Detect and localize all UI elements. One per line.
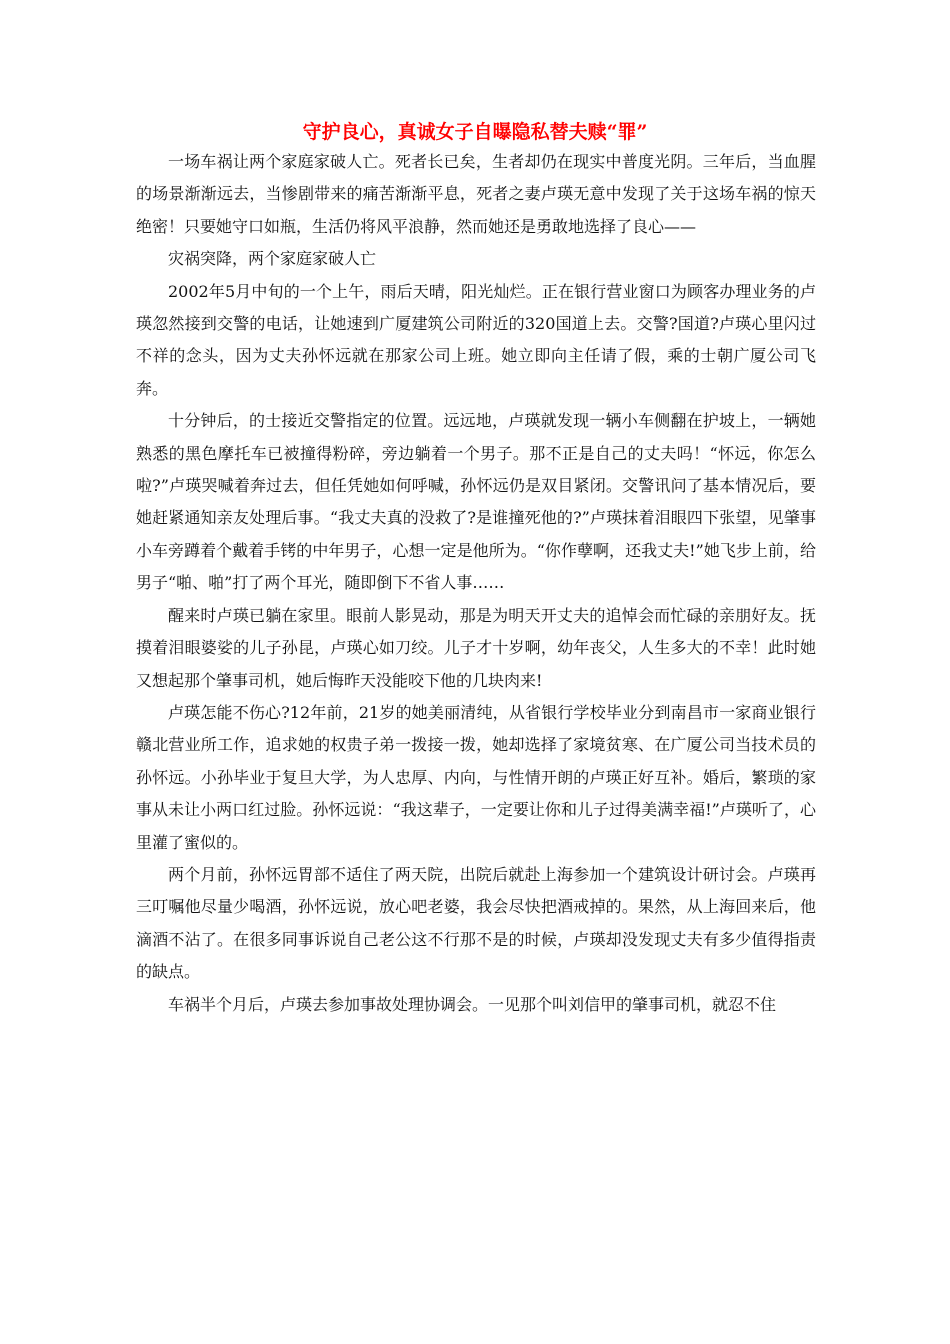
paragraph: 车祸半个月后，卢瑛去参加事故处理协调会。一见那个叫刘信甲的肇事司机，就忍不住 [168,994,777,1014]
paragraph: 醒来时卢瑛已躺在家里。眼前人影晃动，那是为明天开丈夫的追悼会而忙碌的亲朋好友。抚摸着泪眼婆娑的儿子孙昆，卢瑛心如刀绞。儿子才十岁啊，幼年丧父，人生多大的不幸！此时她又想起那个肇事司机，她后悔昨天没能咬下他的几块肉来! [136,605,816,690]
paragraph: 两个月前，孙怀远胃部不适住了两天院，出院后就赴上海参加一个建筑设计研讨会。卢瑛再三叮嘱他尽量少喝酒，孙怀远说，放心吧老婆，我会尽快把酒戒掉的。果然，从上海回来后，他滴酒不沾了。在很多同事诉说自己老公这不行那不是的时候，卢瑛却没发现丈夫有多少值得指责的缺点。 [136,864,816,982]
article-title: 守护良心，真诚女子自曝隐私替夫赎“罪” [302,121,648,143]
section-heading: 灾祸突降，两个家庭家破人亡 [168,249,377,269]
paragraph: 一场车祸让两个家庭家破人亡。死者长已矣，生者却仍在现实中普度光阴。三年后，当血腥的场景渐渐远去，当惨剧带来的痛苦渐渐平息，死者之妻卢瑛无意中发现了关于这场车祸的惊天绝密！只要她守口如瓶，生活仍将风平浪静，然而她还是勇敢地选择了良心—— [136,152,816,236]
article-body [136,146,816,1021]
paragraph: 十分钟后，的士接近交警指定的位置。远远地，卢瑛就发现一辆小车侧翻在护坡上，一辆她熟悉的黑色摩托车已被撞得粉碎，旁边躺着一个男子。那不正是自己的丈夫吗！“怀远，你怎么啦?”卢瑛哭喊着奔过去，但任凭她如何呼喊，孙怀远仍是双目紧闭。交警讯问了基本情况后，要她赶紧通知亲友处理后事。“我丈夫真的没救了?是谁撞死他的?”卢瑛抹着泪眼四下张望，见肇事小车旁蹲着个戴着手铐的中年男子，心想一定是他所为。“你作孽啊，还我丈夫!”她飞步上前，给男子“啪、啪”打了两个耳光，随即倒下不省人事…… [136,411,816,593]
paragraph: 卢瑛怎能不伤心?12年前，21岁的她美丽清纯，从省银行学校毕业分到南昌市一家商业银行赣北营业所工作，追求她的权贵子弟一拨接一拨，她却选择了家境贫寒、在广厦公司当技术员的孙怀远。小孙毕业于复旦大学，为人忠厚、内向，与性情开朗的卢瑛正好互补。婚后，繁琐的家事从未让小两口红过脸。孙怀远说：“我这辈子，一定要让你和儿子过得美满幸福!”卢瑛听了，心里灌了蜜似的。 [136,702,816,852]
paragraph: 2002年5月中旬的一个上午，雨后天晴，阳光灿烂。正在银行营业窗口为顾客办理业务的卢瑛忽然接到交警的电话，让她速到广厦建筑公司附近的320国道上去。交警?国道?卢瑛心里闪过不祥的念头，因为丈夫孙怀远就在那家公司上班。她立即向主任请了假，乘的士朝广厦公司飞奔。 [136,281,816,398]
